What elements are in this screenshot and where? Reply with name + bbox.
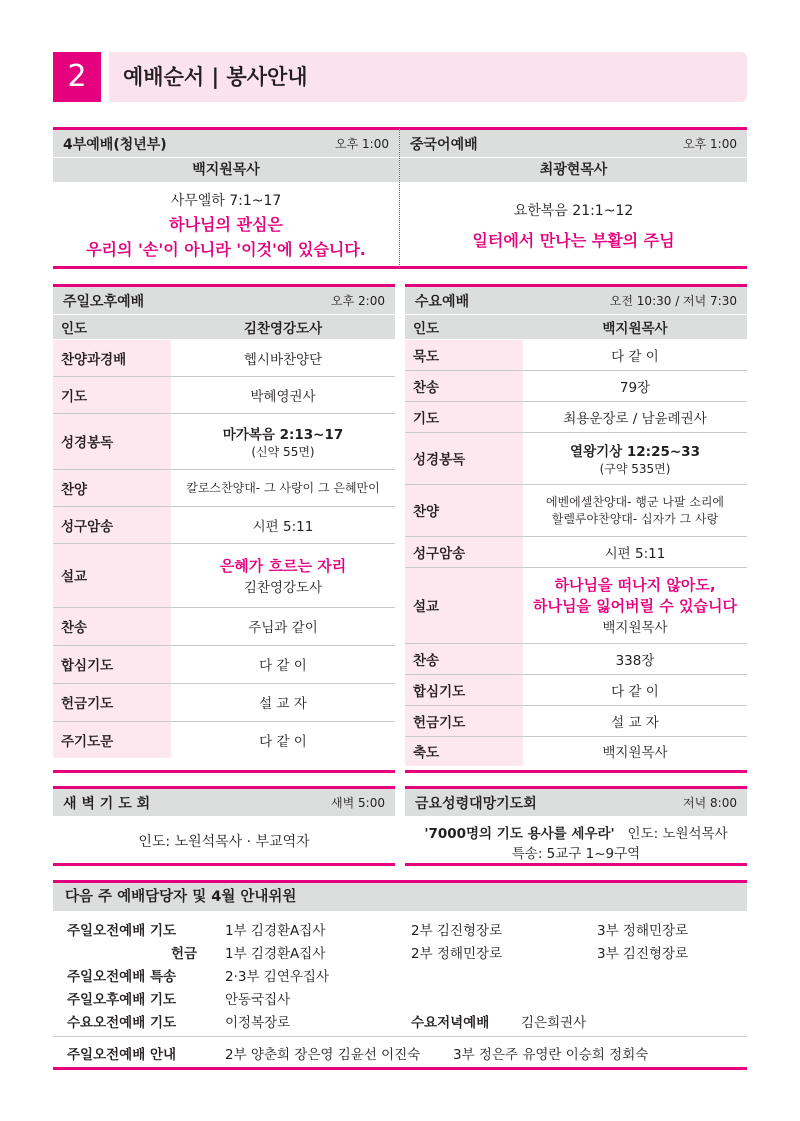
dawn-prayer-box bbox=[53, 786, 395, 866]
friday-prayer-leader: 인도: 노원석목사 bbox=[627, 826, 728, 842]
youth-scripture: 사무엘하 7:1~17 bbox=[170, 193, 282, 209]
next-week-box bbox=[53, 880, 747, 1070]
order-value: 다 같 이 bbox=[523, 674, 747, 705]
table-row bbox=[405, 484, 747, 536]
youth-service-box bbox=[53, 127, 400, 269]
order-value: 다 같 이 bbox=[259, 733, 307, 750]
next-label: 주일오후예배 기도 bbox=[67, 992, 177, 1008]
afternoon-order-table bbox=[53, 315, 395, 758]
next-label: 수요저녁예배 bbox=[411, 1015, 490, 1031]
order-sub: (구약 535면) bbox=[599, 461, 671, 476]
friday-prayer-name: 금요성령대망기도회 bbox=[415, 795, 537, 812]
next-label: 수요오전예배 기도 bbox=[67, 1015, 177, 1031]
order-value: 마가복음 2:13~17 bbox=[222, 426, 344, 443]
table-row bbox=[53, 683, 395, 721]
next-value: 김은희권사 bbox=[521, 1015, 587, 1031]
wednesday-service-time: 오전 10:30 / 저녁 7:30 bbox=[609, 294, 737, 308]
next-value: 이정복장로 bbox=[225, 1015, 291, 1031]
section-number: 2 bbox=[53, 52, 101, 102]
wednesday-service-box bbox=[405, 284, 747, 773]
table-row bbox=[405, 370, 747, 401]
youth-service-leader: 백지원목사 bbox=[53, 158, 399, 182]
order-value: 시편 5:11 bbox=[523, 536, 747, 567]
friday-prayer-box bbox=[405, 786, 747, 866]
chinese-service-box bbox=[400, 127, 747, 269]
table-row bbox=[405, 736, 747, 766]
order-value: 79장 bbox=[523, 370, 747, 401]
order-value: 열왕기상 12:25~33 bbox=[570, 443, 700, 460]
next-value: 2부 김진형장로 bbox=[411, 923, 503, 939]
chinese-sermon: 일터에서 만나는 부활의 주님 bbox=[472, 231, 675, 250]
order-value: 설 교 자 bbox=[523, 705, 747, 736]
next-label: 주일오전예배 안내 bbox=[67, 1047, 177, 1063]
afternoon-service-name: 주일오후예배 bbox=[63, 293, 145, 310]
order-value: 김찬영강도사 bbox=[171, 315, 395, 339]
table-row bbox=[405, 705, 747, 736]
order-sub: 할렐루야찬양대- 십자가 그 사랑 bbox=[551, 512, 719, 526]
table-row bbox=[53, 607, 395, 645]
wednesday-order-table bbox=[405, 315, 747, 766]
order-label: 축도 bbox=[405, 736, 523, 766]
order-label: 성경봉독 bbox=[53, 413, 171, 469]
order-value: 최용운장로 / 남윤례권사 bbox=[523, 401, 747, 432]
table-row bbox=[405, 567, 747, 643]
wednesday-service-name: 수요예배 bbox=[415, 293, 470, 310]
next-value: 안동국집사 bbox=[225, 992, 291, 1008]
order-label: 주기도문 bbox=[53, 721, 171, 758]
order-value: 다 같 이 bbox=[171, 645, 395, 683]
table-row bbox=[53, 543, 395, 607]
order-label: 묵도 bbox=[405, 339, 523, 370]
next-label: 헌금 bbox=[171, 946, 198, 962]
table-row bbox=[405, 339, 747, 370]
friday-prayer-title: '7000명의 기도 용사를 세우라' bbox=[424, 826, 615, 842]
table-row bbox=[53, 339, 395, 376]
table-row bbox=[405, 401, 747, 432]
next-label: 주일오전예배 특송 bbox=[67, 969, 177, 985]
friday-prayer-praise: 특송: 5교구 1~9구역 bbox=[511, 846, 641, 862]
order-value-2: 하나님을 잃어버릴 수 있습니다 bbox=[532, 597, 738, 615]
order-label: 인도 bbox=[405, 315, 523, 339]
next-value: 3부 정해민장로 bbox=[597, 923, 689, 939]
order-value: 하나님을 떠나지 않아도, bbox=[554, 576, 716, 594]
order-label: 기도 bbox=[53, 376, 171, 413]
next-value: 1부 김경환A집사 bbox=[225, 923, 326, 939]
order-label: 성구암송 bbox=[53, 506, 171, 543]
order-label: 기도 bbox=[405, 401, 523, 432]
order-sub: (신약 55면) bbox=[251, 444, 315, 459]
divider bbox=[53, 1036, 747, 1037]
next-value: 2·3부 김연우집사 bbox=[225, 969, 330, 985]
order-label: 설교 bbox=[53, 543, 171, 607]
table-row bbox=[53, 721, 395, 758]
order-label: 성경봉독 bbox=[405, 432, 523, 484]
order-label: 찬송 bbox=[405, 370, 523, 401]
order-sub: 김찬영강도사 bbox=[243, 579, 323, 596]
order-label: 찬송 bbox=[53, 607, 171, 645]
next-value: 2부 양춘희 장은영 김윤선 이진숙 bbox=[225, 1047, 421, 1063]
order-label: 찬양 bbox=[53, 469, 171, 506]
table-row bbox=[405, 674, 747, 705]
order-value: 시편 5:11 bbox=[171, 506, 395, 543]
youth-sermon-line2: 우리의 '손'이 아니라 '이것'에 있습니다. bbox=[86, 240, 366, 259]
next-value: 2부 정해민장로 bbox=[411, 946, 503, 962]
table-row bbox=[53, 413, 395, 469]
order-label: 헌금기도 bbox=[53, 683, 171, 721]
dawn-prayer-time: 새벽 5:00 bbox=[331, 796, 385, 810]
table-row bbox=[405, 432, 747, 484]
table-row bbox=[405, 315, 747, 339]
youth-sermon-line1: 하나님의 관심은 bbox=[169, 215, 283, 234]
section-header bbox=[53, 52, 747, 102]
order-label: 찬송 bbox=[405, 643, 523, 674]
next-label: 주일오전예배 기도 bbox=[67, 923, 177, 939]
order-value: 에벤에셀찬양대- 행군 나팔 소리에 bbox=[545, 495, 725, 509]
afternoon-service-time: 오후 2:00 bbox=[331, 294, 385, 308]
order-label: 인도 bbox=[53, 315, 171, 339]
next-value: 3부 김진형장로 bbox=[597, 946, 689, 962]
order-label: 찬양 bbox=[405, 484, 523, 536]
order-value: 설 교 자 bbox=[171, 683, 395, 721]
order-value: 338장 bbox=[523, 643, 747, 674]
order-label: 합심기도 bbox=[405, 674, 523, 705]
order-value: 주님과 같이 bbox=[171, 607, 395, 645]
next-value: 1부 김경환A집사 bbox=[225, 946, 326, 962]
table-row bbox=[53, 315, 395, 339]
order-value: 헵시바찬양단 bbox=[171, 339, 395, 376]
chinese-service-leader: 최광현목사 bbox=[400, 158, 747, 182]
section-title: 예배순서 | 봉사안내 bbox=[109, 52, 747, 102]
next-week-title: 다음 주 예배담당자 및 4월 안내위원 bbox=[53, 883, 747, 911]
order-label: 헌금기도 bbox=[405, 705, 523, 736]
youth-service-time: 오후 1:00 bbox=[335, 137, 389, 151]
order-value: 백지원목사 bbox=[523, 315, 747, 339]
youth-service-name: 4부예배(청년부) bbox=[63, 136, 167, 153]
order-label: 성구암송 bbox=[405, 536, 523, 567]
chinese-service-time: 오후 1:00 bbox=[683, 137, 737, 151]
chinese-scripture: 요한복음 21:1~12 bbox=[513, 203, 634, 219]
order-value: 칼로스찬양대- 그 사랑이 그 은혜만이 bbox=[171, 469, 395, 506]
table-row bbox=[53, 469, 395, 506]
order-value: 다 같 이 bbox=[523, 339, 747, 370]
table-row bbox=[53, 645, 395, 683]
afternoon-service-box bbox=[53, 284, 395, 773]
order-label: 설교 bbox=[405, 567, 523, 643]
order-label: 합심기도 bbox=[53, 645, 171, 683]
table-row bbox=[53, 376, 395, 413]
order-value: 박혜영권사 bbox=[171, 376, 395, 413]
chinese-service-name: 중국어예배 bbox=[410, 136, 478, 153]
dawn-prayer-info: 인도: 노원석목사 · 부교역자 bbox=[138, 834, 310, 850]
friday-prayer-time: 저녁 8:00 bbox=[683, 796, 737, 810]
order-label: 찬양과경배 bbox=[53, 339, 171, 376]
order-value: 백지원목사 bbox=[602, 745, 668, 762]
table-row bbox=[405, 536, 747, 567]
order-value: 은혜가 흐르는 자리 bbox=[219, 556, 347, 575]
order-sub: 백지원목사 bbox=[602, 620, 668, 636]
next-value: 3부 정은주 유영란 이승희 정회숙 bbox=[453, 1047, 649, 1063]
table-row bbox=[53, 506, 395, 543]
dawn-prayer-name: 새 벽 기 도 회 bbox=[63, 795, 151, 812]
table-row bbox=[405, 643, 747, 674]
